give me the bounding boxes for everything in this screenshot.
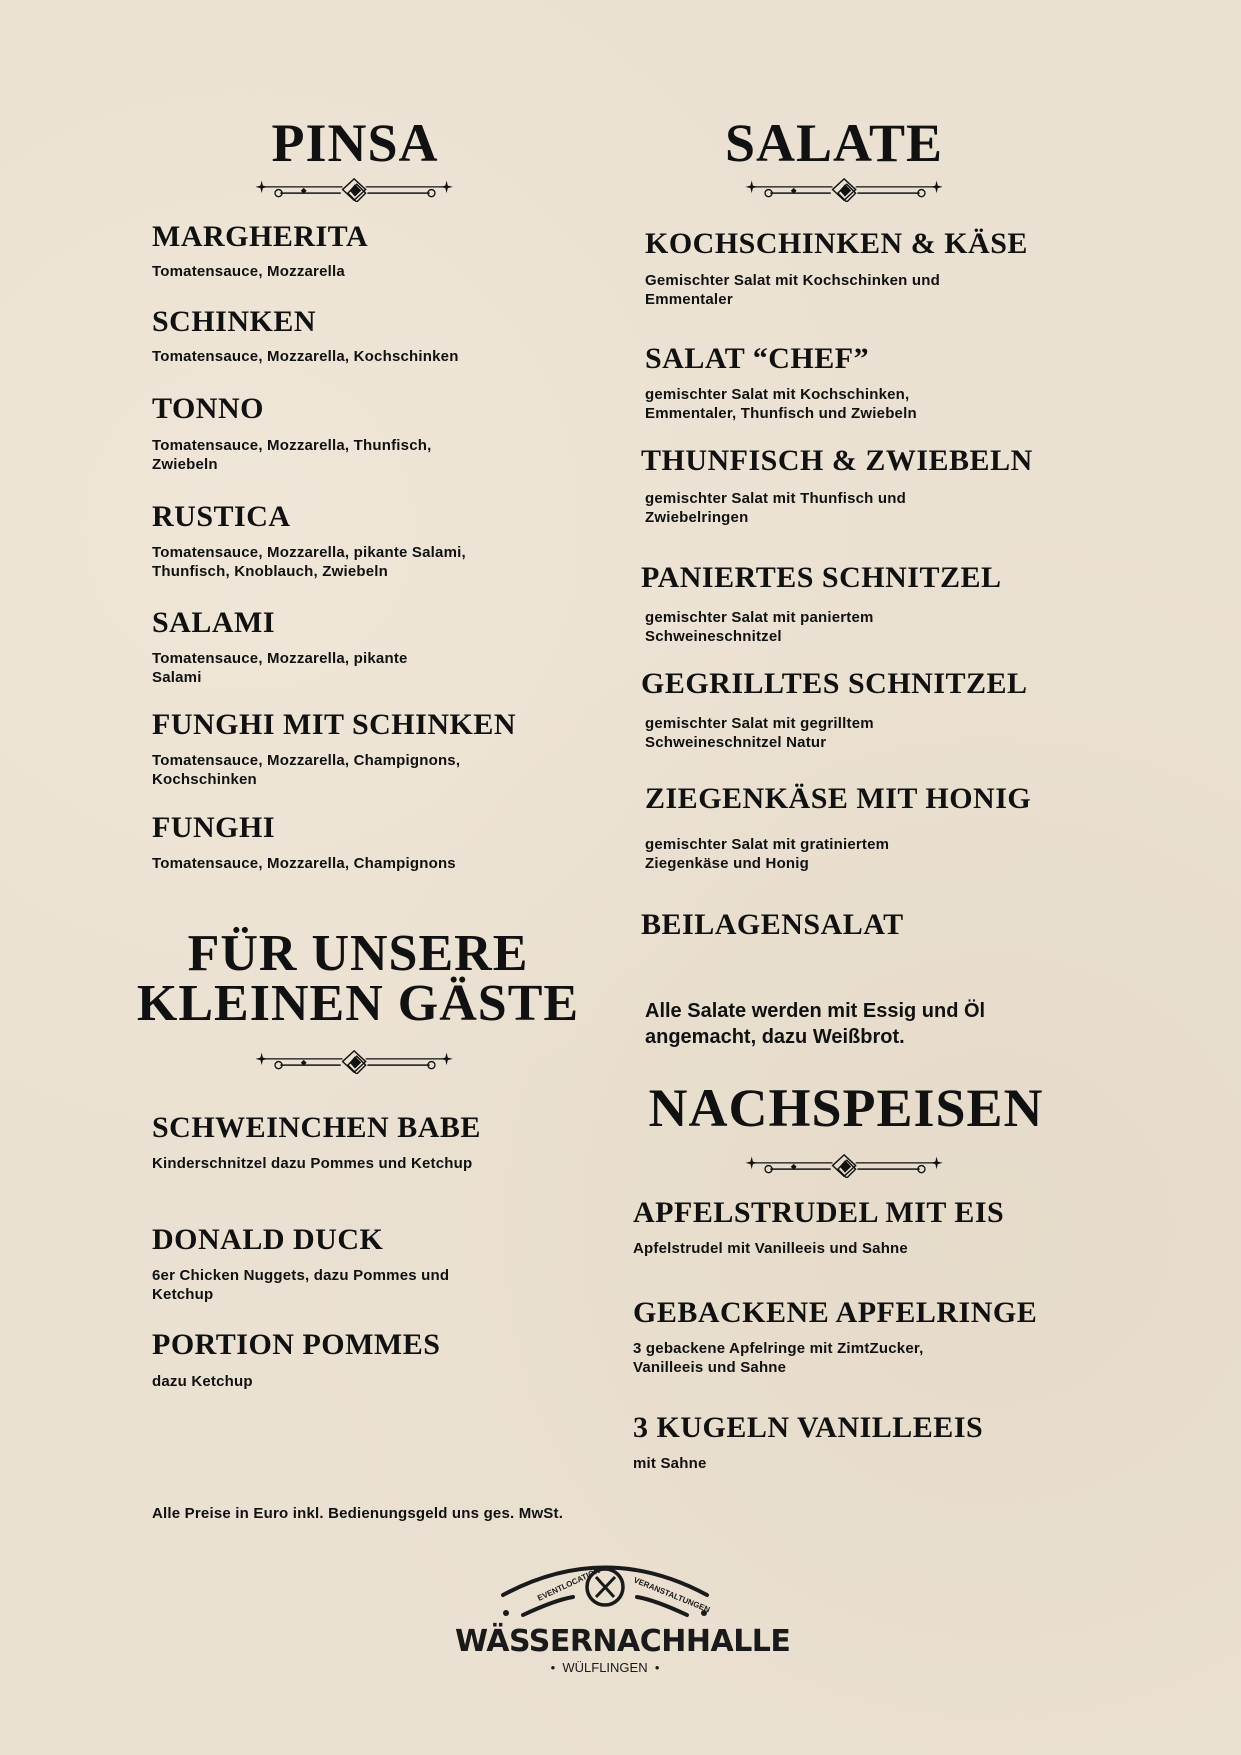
ornament-divider (243, 178, 467, 202)
menu-item-desc: gemischter Salat mit gratiniertem Ziegenkäse und Honig (645, 836, 890, 872)
menu-item-desc: 3 gebackene Apfelringe mit ZimtZucker, Vanilleeis und Sahne (633, 1340, 924, 1376)
menu-item-desc: gemischter Salat mit paniertem Schweineschnitzel (645, 609, 874, 645)
menu-item-desc: gemischter Salat mit Thunfisch und Zwiebelringen (645, 490, 907, 526)
menu-item-title: THUNFISCH & ZWIEBELN (641, 444, 1033, 477)
menu-item-desc: Apfelstrudel mit Vanilleeis und Sahne (633, 1240, 908, 1257)
menu-item-title: APFELSTRUDEL MIT EIS (633, 1196, 1005, 1229)
menu-item-desc: Tomatensauce, Mozzarella, Champignons (152, 855, 456, 872)
menu-item-desc: Tomatensauce, Mozzarella (152, 263, 345, 280)
ornament-divider (733, 1154, 957, 1178)
ornament-divider (733, 178, 957, 202)
dot-icon: • (550, 1660, 563, 1675)
menu-item-title: BEILAGENSALAT (641, 908, 904, 941)
menu-item-desc: Kinderschnitzel dazu Pommes und Ketchup (152, 1155, 473, 1172)
menu-item-desc: Tomatensauce, Mozzarella, pikante Salami, Thunfisch, Knoblauch, Zwiebeln (152, 544, 466, 580)
menu-item-title: KOCHSCHINKEN & KÄSE (645, 227, 1028, 260)
menu-item-title: 3 KUGELN VANILLEEIS (633, 1411, 984, 1444)
logo-right-arc: VERANSTALTUNGEN (632, 1575, 712, 1615)
venue-logo (455, 1555, 791, 1680)
menu-item-title: DONALD DUCK (152, 1223, 384, 1256)
menu-item-title: SALAT “CHEF” (645, 342, 870, 375)
menu-item-title: TONNO (152, 392, 264, 425)
dot-icon: • (647, 1660, 660, 1675)
menu-item-desc: mit Sahne (633, 1455, 707, 1472)
menu-item-title: GEGRILLTES SCHNITZEL (641, 667, 1028, 700)
salate-note: Alle Salate werden mit Essig und Öl angemacht, dazu Weißbrot. (645, 1000, 986, 1048)
menu-item-desc: Gemischter Salat mit Kochschinken und Emmentaler (645, 272, 940, 308)
menu-item-title: FUNGHI (152, 811, 275, 844)
logo-left-arc: EVENTLOCATION (536, 1565, 602, 1603)
logo-place: WÜLFLINGEN (562, 1660, 648, 1675)
menu-item-title: PORTION POMMES (152, 1328, 441, 1361)
nachspeisen-heading: NACHSPEISEN (648, 1078, 1044, 1138)
logo-wordmark: WÄSSERNACHHALLE (455, 1624, 791, 1659)
menu-item-title: SCHINKEN (152, 305, 317, 338)
menu-item-desc: 6er Chicken Nuggets, dazu Pommes und Ketchup (152, 1267, 450, 1303)
menu-item-desc: Tomatensauce, Mozzarella, Champignons, Kochschinken (152, 752, 461, 788)
kids-heading-line2: KLEINEN GÄSTE (136, 975, 580, 1032)
menu-item-title: FUNGHI MIT SCHINKEN (152, 708, 516, 741)
menu-item-title: SCHWEINCHEN BABE (152, 1111, 481, 1144)
menu-item-desc: Tomatensauce, Mozzarella, Kochschinken (152, 348, 459, 365)
menu-item-desc: gemischter Salat mit gegrilltem Schweineschnitzel Natur (645, 715, 874, 751)
ornament-divider (243, 1050, 467, 1074)
menu-item-title: SALAMI (152, 606, 276, 639)
menu-item-title: GEBACKENE APFELRINGE (633, 1296, 1038, 1329)
pinsa-heading: PINSA (271, 113, 439, 173)
menu-item-desc: dazu Ketchup (152, 1373, 253, 1390)
menu-item-desc: Tomatensauce, Mozzarella, Thunfisch, Zwiebeln (152, 437, 432, 473)
menu-item-title: MARGHERITA (152, 220, 369, 253)
price-note: Alle Preise in Euro inkl. Bedienungsgeld uns ges. MwSt. (152, 1505, 564, 1522)
kids-heading-line1: FÜR UNSERE (187, 925, 529, 982)
menu-item-desc: Tomatensauce, Mozzarella, pikante Salami (152, 650, 408, 686)
salate-heading: SALATE (724, 113, 944, 173)
menu-item-title: RUSTICA (152, 500, 291, 533)
menu-item-desc: gemischter Salat mit Kochschinken, Emmentaler, Thunfisch und Zwiebeln (645, 386, 917, 422)
menu-item-title: ZIEGENKÄSE MIT HONIG (645, 782, 1032, 815)
menu-item-title: PANIERTES SCHNITZEL (641, 561, 1002, 594)
